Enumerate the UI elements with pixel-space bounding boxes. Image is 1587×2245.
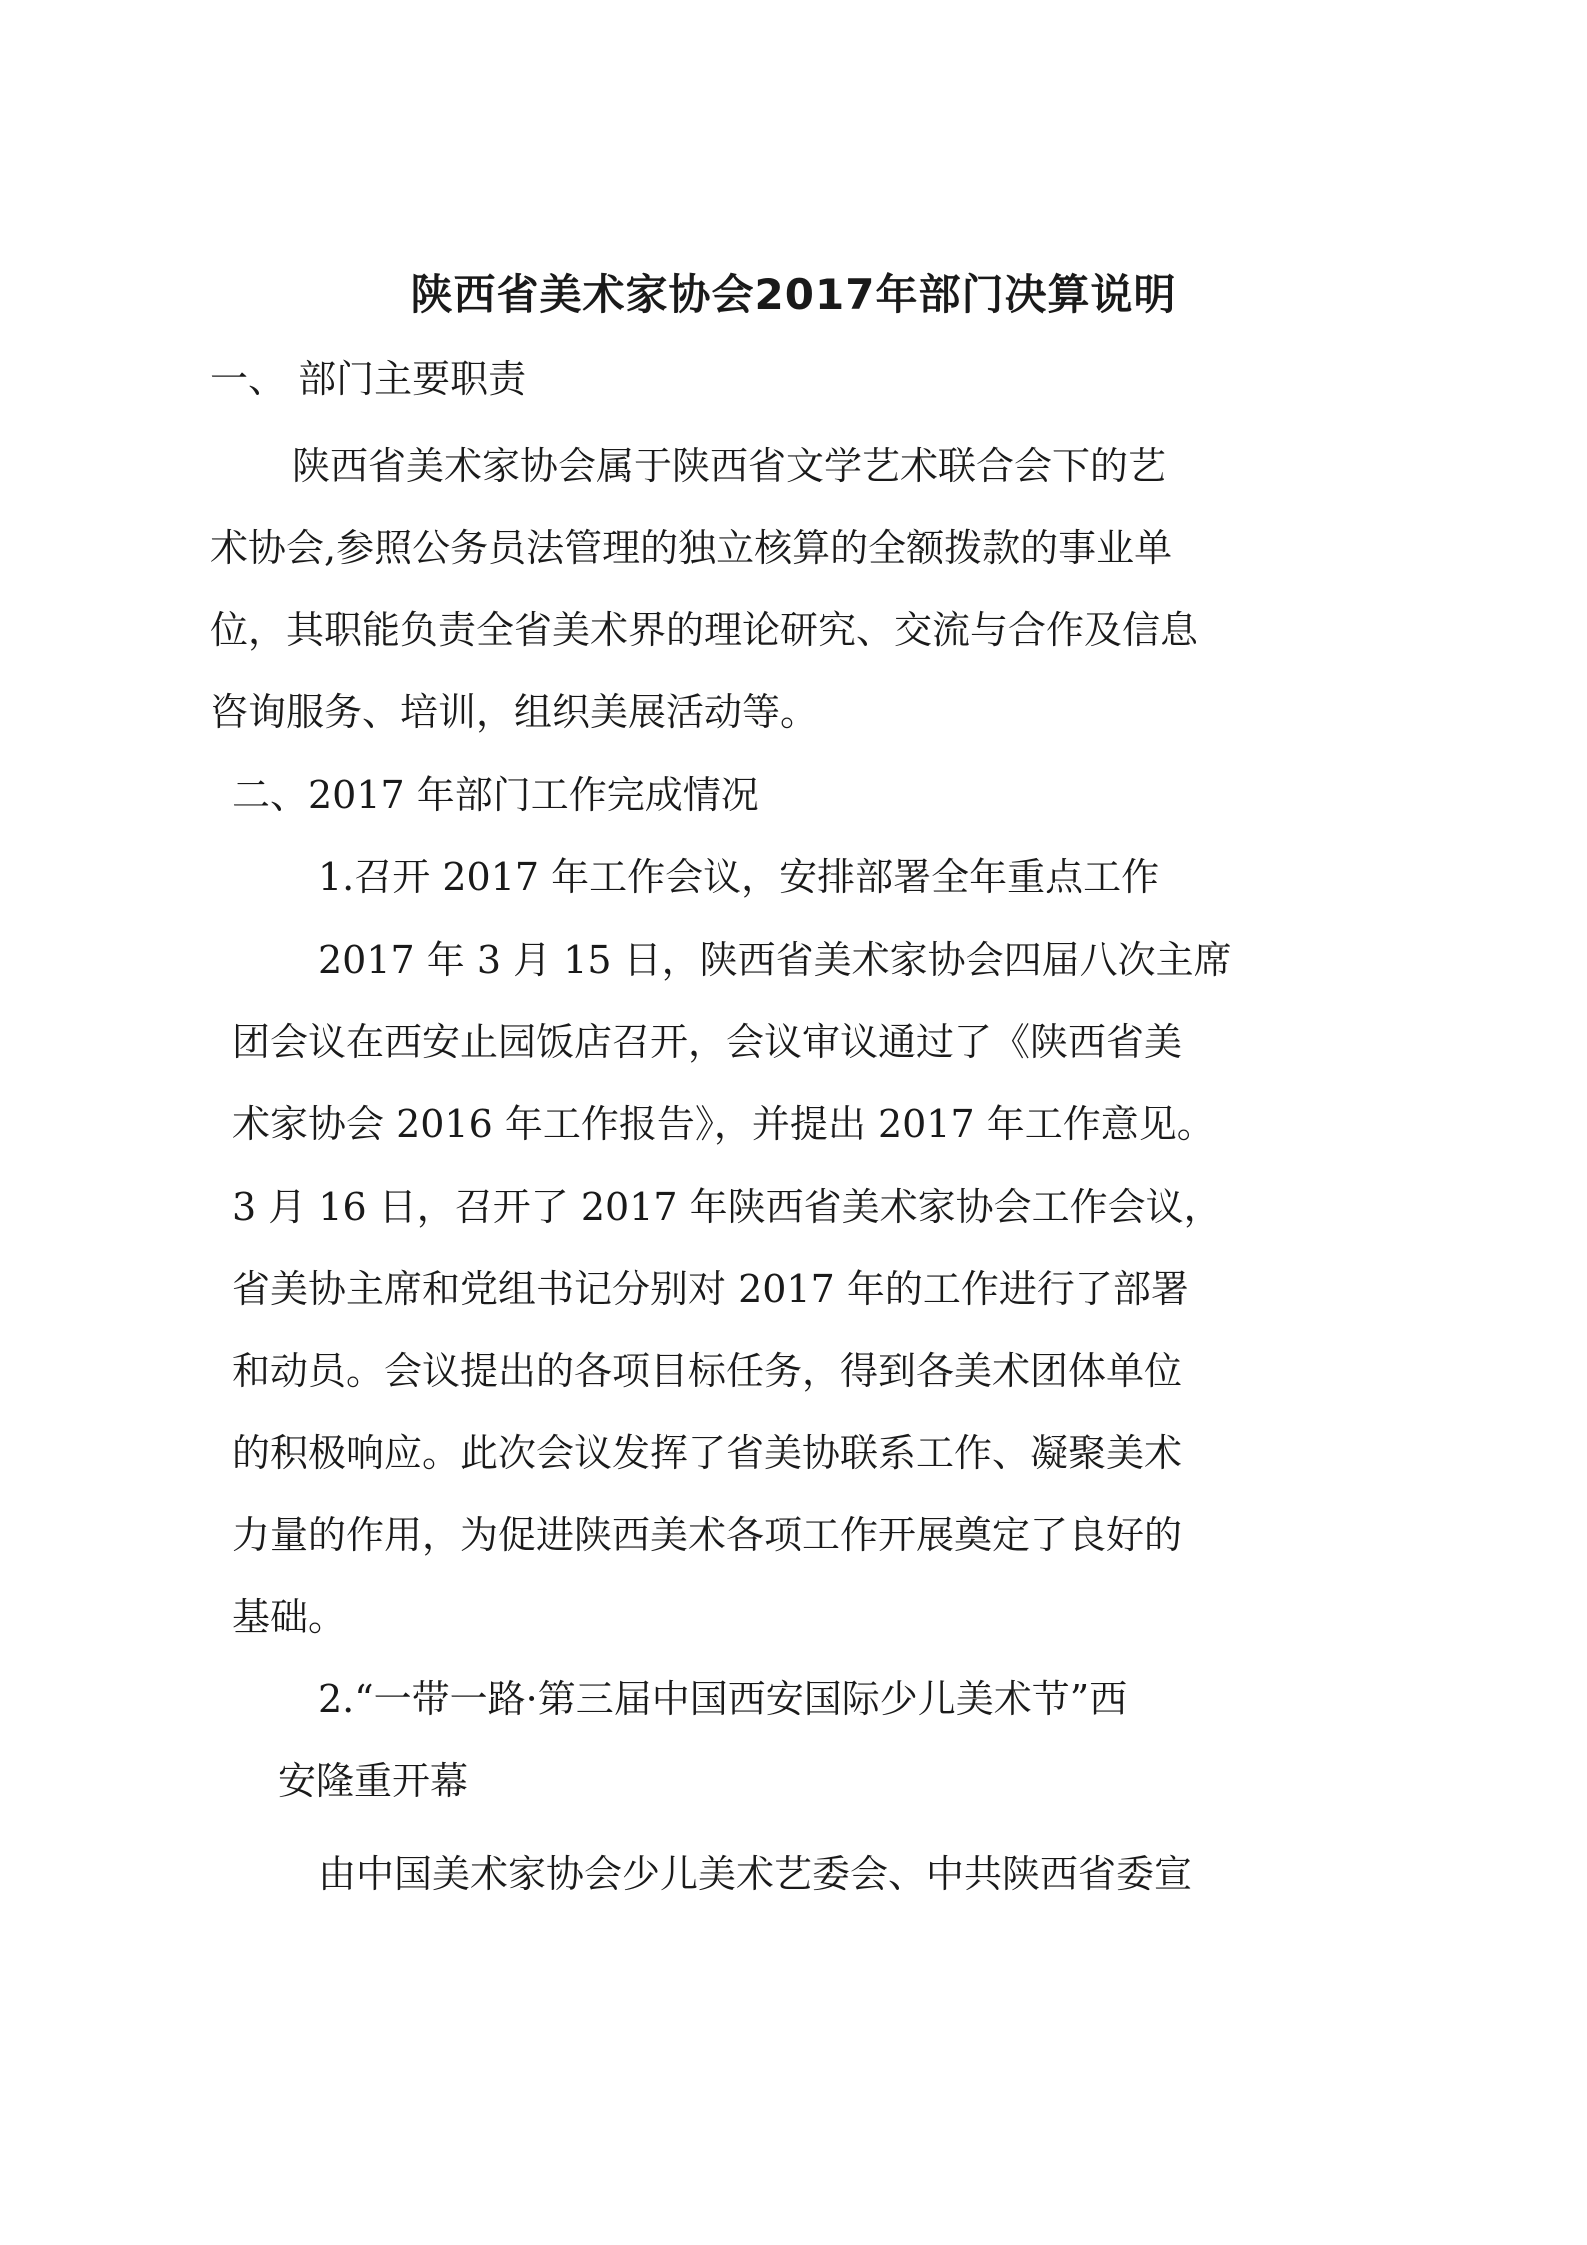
subsection-heading-1: 1.召开 2017 年工作会议，安排部署全年重点工作 — [318, 855, 1160, 899]
paragraph-line: 2017 年 3 月 15 日，陕西省美术家协会四届八次主席 — [318, 938, 1232, 982]
subsection-heading-2-cont: 安隆重开幕 — [278, 1759, 469, 1803]
paragraph-line: 3 月 16 日，召开了 2017 年陕西省美术家协会工作会议， — [232, 1185, 1222, 1229]
document-title: 陕西省美术家协会2017年部门决算说明 — [410, 270, 1177, 319]
section-heading-1: 一、 部门主要职责 — [210, 357, 527, 401]
paragraph-line: 咨询服务、培训，组织美展活动等。 — [210, 690, 819, 734]
paragraph-line: 团会议在西安止园饭店召开，会议审议通过了《陕西省美 — [232, 1020, 1183, 1064]
paragraph-line: 术家协会 2016 年工作报告》，并提出 2017 年工作意见。 — [232, 1102, 1215, 1146]
paragraph-line: 省美协主席和党组书记分别对 2017 年的工作进行了部署 — [232, 1267, 1189, 1311]
paragraph-line: 陕西省美术家协会属于陕西省文学艺术联合会下的艺 — [292, 444, 1167, 488]
paragraph-line: 和动员。会议提出的各项目标任务，得到各美术团体单位 — [232, 1349, 1183, 1393]
paragraph-line: 力量的作用，为促进陕西美术各项工作开展奠定了良好的 — [232, 1513, 1183, 1557]
subsection-heading-2: 2.“一带一路·第三届中国西安国际少儿美术节”西 — [318, 1677, 1128, 1721]
paragraph-line: 的积极响应。此次会议发挥了省美协联系工作、凝聚美术 — [232, 1431, 1183, 1475]
section-heading-2: 二、2017 年部门工作完成情况 — [232, 773, 759, 817]
paragraph-line: 位，其职能负责全省美术界的理论研究、交流与合作及信息 — [210, 608, 1199, 652]
paragraph-line: 由中国美术家协会少儿美术艺委会、中共陕西省委宣 — [318, 1852, 1193, 1896]
paragraph-line: 基础。 — [232, 1595, 347, 1639]
paragraph-line: 术协会,参照公务员法管理的独立核算的全额拨款的事业单 — [210, 526, 1173, 570]
